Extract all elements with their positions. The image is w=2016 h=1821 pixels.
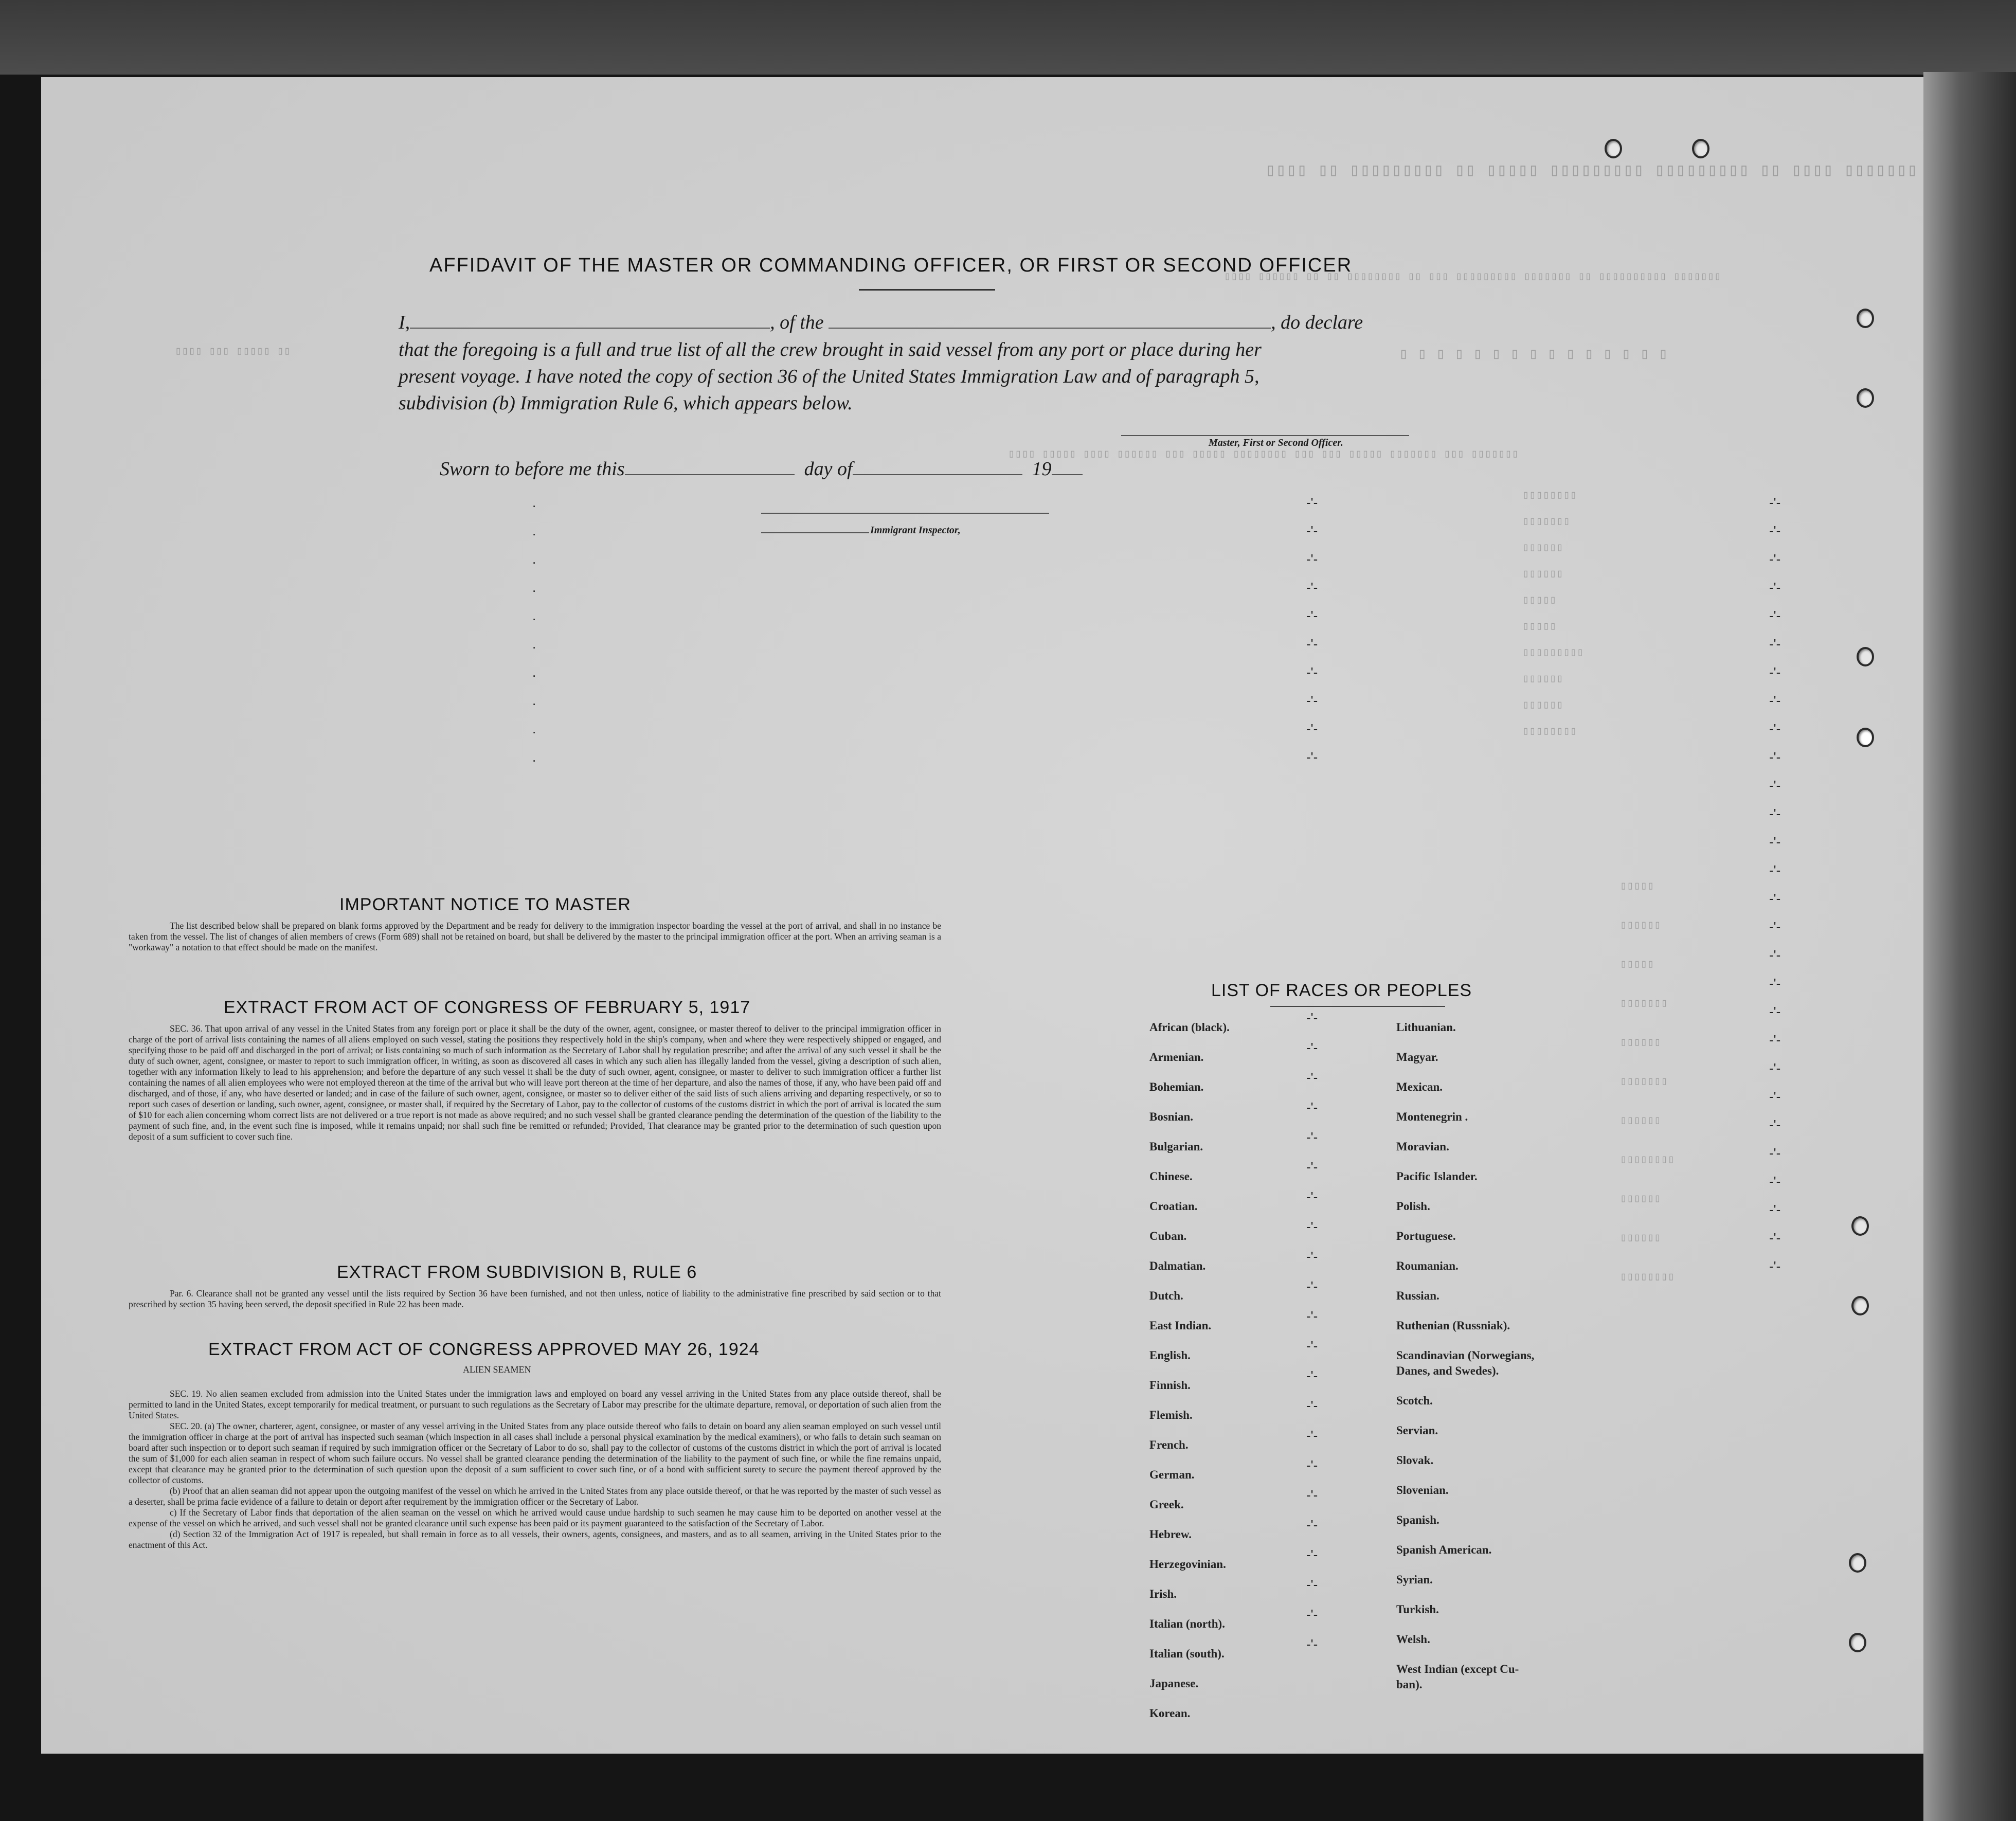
bleed-through-line: ▯ ▯ ▯ ▯ ▯ ▯ ▯ ▯ ▯ ▯ ▯ ▯ ▯ ▯ ▯ [1399,346,1668,364]
extract-1924-title: EXTRACT FROM ACT OF CONGRESS APPROVED MAY 26, 1924 [208,1340,760,1359]
punch-hole [1851,1296,1869,1315]
notice-title: IMPORTANT NOTICE TO MASTER [339,895,631,914]
race-item: Italian (north). [1149,1617,1225,1630]
sec-20b-text: (b) Proof that an alien seaman did not appear upon the outgoing manifest of the vessel on which he arrived in the United States from any place outside thereof, or that he was reported by the master of such vessel as a deserter, shall be prima facie evidence of a failure to detain or deport after requirement by the immigration officer or the Secretary of Labor. [129,1486,941,1507]
sec-20c-text: c) If the Secretary of Labor finds that deportation of the alien seaman on the vessel on which he arrived would cause undue hardship to such seamen he may cause him to be deported on another vessel at the expense of the vessel on which he arrived, and such vessel shall not be granted clearance until such expense has been paid or its payment guaranteed to the satisfaction of the Secretary of Labor. [129,1507,941,1528]
extract-1917-body: SEC. 36. That upon arrival of any vessel in the United States from any foreign port or place it shall be the duty of the owner, agent, consignee, or master thereof to deliver to the principal immigration officer in charge of the port of arrival lists containing the names of all aliens employed on such vessel, stating the positions they respectively hold in the ship's company, when and where they were respectively shipped or engaged, and specifying those to be paid off and discharged in the port of arrival; or lists containing so much of such information as the Secretary of Labor shall by regulation prescribe; and after the arrival of any such vessel it shall be the duty of such owner, agent, consignee, or master to report to such immigration officer, in writing, as soon as discovered all cases in which any such alien has illegally landed from the vessel, giving a description of such alien, together with any information likely to lead to his apprehension; and before the departure of any such vessel it shall be the duty of such owner, agent, consignee, or master to deliver to such immigration officer a further list containing the names of all alien employees who were not employed thereon at the time of the arrival but who will leave port thereon at the time of her departure, and also the names of those, if any, who have been paid off and discharged, and of those, if any, who have deserted or landed; and in case of the failure of such owner, agent, consignee, or master so to deliver either of the said lists of such aliens arriving and departing respectively, or so to report such cases of desertion or landing, such owner, agent, consignee, or master shall, if required by the Secretary of Labor, pay to the collector of customs of the customs district in which the port of arrival is located the sum of $10 for each alien concerning whom correct lists are not delivered or a true report is not made as above required; and no such vessel shall be granted clearance pending the determination of the question of the liability to the payment of such fine, and, in the event such fine is imposed, while it remains unpaid; nor shall such fine be remitted or refunded; Provided, That clearance may be granted prior to the determination of such question upon deposit of a sum sufficient to cover such fine. [129,1023,941,1142]
race-item: Mexican. [1396,1080,1443,1093]
punch-hole [1849,1633,1866,1652]
race-item: Bohemian. [1149,1080,1204,1093]
declarant-name-field[interactable] [410,328,770,329]
punch-hole [1605,139,1622,158]
declaration-text-line: that the foregoing is a full and true list of all the crew brought in said vessel from any port or place during her [399,339,1262,360]
punch-hole [1857,728,1874,747]
race-item: Lithuanian. [1396,1021,1456,1034]
race-item: Dalmatian. [1149,1259,1206,1272]
race-item: Spanish American. [1396,1543,1492,1556]
race-item: Japanese. [1149,1677,1199,1690]
extract-1917-title: EXTRACT FROM ACT OF CONGRESS OF FEBRUARY 5, 1917 [224,998,751,1017]
punch-hole [1857,647,1874,666]
race-item: Moravian. [1396,1140,1449,1153]
race-item: Finnish. [1149,1379,1191,1392]
punch-hole [1851,1216,1869,1236]
title-underline [859,289,995,291]
race-item: Welsh. [1396,1633,1430,1646]
race-item: Irish. [1149,1588,1177,1600]
sworn-month-field[interactable] [853,474,1022,475]
race-item: Croatian. [1149,1200,1198,1213]
race-item: Pacific Islander. [1396,1170,1478,1183]
declaration-line [399,311,1363,334]
race-item: Spanish. [1396,1513,1439,1526]
declare-label: , do declare [1271,312,1363,333]
of-the-label: , of the [770,312,824,333]
race-item: Greek. [1149,1498,1184,1511]
extract-1924-sections [129,1389,941,1550]
race-item: Slovenian. [1396,1484,1449,1497]
race-item: Servian. [1396,1424,1438,1437]
ditto-marks-column: -'- -'- -'- -'- -'- -'- -'- -'- -'- -'- -'- -'- -'- -'- -'- -'- -'- -'- -'- -'- -'- -'- [1306,1010,1318,1652]
race-item: Scandinavian (Norwegians, [1396,1349,1535,1362]
sworn-line [440,458,1083,480]
affidavit-title: AFFIDAVIT OF THE MASTER OR COMMANDING OFFICER, OR FIRST OR SECOND OFFICER [429,255,1353,276]
race-item: Ruthenian (Russniak). [1396,1319,1510,1332]
race-item: Armenian. [1149,1051,1204,1063]
film-frame-right [1923,72,2016,1821]
race-item: Herzegovinian. [1149,1558,1226,1571]
ditto-marks-column: -'- -'- -'- -'- -'- -'- -'- -'- -'- -'- -'- -'- -'- -'- -'- -'- -'- -'- -'- -'- -'- -'- -'- -'- -'- -'- -'- -'- [1769,495,1781,1274]
sec-19-text: SEC. 19. No alien seamen excluded from admission into the United States under the immigration laws and employed on board any vessel arriving in the United States from any place outside thereof, shall be permitted to land in the United States, except temporarily for medical treatment, or pursuant to such regulations as the Secretary of Labor may prescribe for the ultimate departure, removal, or deportation of such alien from the United States. [129,1389,941,1420]
punch-hole [1849,1553,1866,1573]
race-item: Magyar. [1396,1051,1438,1063]
ditto-marks-column: -'- -'- -'- -'- -'- -'- -'- -'- -'- -'- [1306,495,1318,765]
race-item: Polish. [1396,1200,1430,1213]
bleed-through-line: ▯▯▯▯ ▯▯▯ ▯▯▯▯▯ ▯▯ [175,345,291,358]
bleed-through-column: ▯▯▯▯▯ ▯▯▯▯▯▯ ▯▯▯▯▯ ▯▯▯▯▯▯▯ ▯▯▯▯▯▯ ▯▯▯▯▯▯▯ ▯▯▯▯▯▯ ▯▯▯▯▯▯▯▯ ▯▯▯▯▯▯ ▯▯▯▯▯▯ ▯▯▯▯▯▯▯▯ [1620,880,1675,1284]
declarant-prefix: I, [399,312,410,333]
race-item: English. [1149,1349,1191,1362]
sworn-label: Sworn to before me this [440,458,625,480]
inspector-rule [761,513,1049,514]
race-item: Korean. [1149,1707,1191,1720]
signature-label: Master, First or Second Officer. [1209,437,1343,448]
declaration-text-line: present voyage. I have noted the copy of section 36 of the United States Immigration Law and of paragraph 5, [399,366,1259,387]
races-title: LIST OF RACES OR PEOPLES [1211,981,1472,1000]
declaration-text-line: subdivision (b) Immigration Rule 6, which appears below. [399,392,853,414]
race-item: Chinese. [1149,1170,1193,1183]
race-item: Scotch. [1396,1394,1433,1407]
alien-seamen-subtitle: ALIEN SEAMEN [463,1364,531,1375]
bleed-through-line: ▯▯▯▯ ▯▯▯▯▯ ▯▯▯▯ ▯▯▯▯▯▯ ▯▯▯ ▯▯▯▯▯ ▯▯▯▯▯▯▯▯ ▯▯▯ ▯▯▯ ▯▯▯▯▯ ▯▯▯▯▯▯▯ ▯▯▯ ▯▯▯▯▯▯▯ [1008,448,1519,461]
year-prefix-label: 19 [1032,458,1052,480]
day-of-label: day of [804,458,853,480]
race-item: West Indian (except Cu- [1396,1663,1519,1675]
inspector-label: Immigrant Inspector, [870,525,961,536]
race-item: Russian. [1396,1289,1439,1302]
race-item: Slovak. [1396,1454,1434,1467]
punch-hole [1692,139,1709,158]
bleed-through-column: ▯▯▯▯▯▯▯▯ ▯▯▯▯▯▯▯ ▯▯▯▯▯▯ ▯▯▯▯▯▯ ▯▯▯▯▯ ▯▯▯▯▯ ▯▯▯▯▯▯▯▯▯ ▯▯▯▯▯▯ ▯▯▯▯▯▯ ▯▯▯▯▯▯▯▯ [1522,489,1584,738]
punch-hole [1857,388,1874,408]
document-page [41,77,1923,1754]
race-item: ban). [1396,1678,1423,1691]
notice-body: The list described below shall be prepared on blank forms approved by the Department and be ready for delivery to the immigration inspector boarding the vessel at the port of arrival, and shall in no instance be taken from the vessel. The list of changes of alien members of crews (Form 689) shall not be retained on board, but shall be delivered by the master to the principal immigration officer at the port. When an arriving seaman is a "workaway" a notation to that effect should be made on the manifest. [129,921,941,952]
race-item: Bosnian. [1149,1110,1194,1123]
race-item: German. [1149,1468,1195,1481]
race-item: Hebrew. [1149,1528,1192,1541]
race-item: African (black). [1149,1021,1230,1034]
race-item: Flemish. [1149,1409,1193,1421]
bleed-through-line: ▯▯▯▯ ▯▯▯▯▯▯ ▯▯ ▯▯ ▯▯▯▯▯▯▯▯ ▯▯ ▯▯▯ ▯▯▯▯▯▯▯▯▯ ▯▯▯▯▯▯▯ ▯▯ ▯▯▯▯▯▯▯▯▯▯ ▯▯▯▯▯▯▯ [1224,271,1721,283]
race-item: Syrian. [1396,1573,1433,1586]
punch-hole [1857,309,1874,328]
race-item: French. [1149,1438,1189,1451]
sworn-day-field[interactable] [625,474,795,475]
race-item: Portuguese. [1396,1230,1456,1242]
races-title-underline [1270,1006,1445,1007]
vessel-name-field[interactable] [829,328,1271,329]
sec-20a-text: SEC. 20. (a) The owner, charterer, agent, consignee, or master of any vessel arriving in the United States from any place outside thereof who fails to detain on board any alien seaman employed on such vessel until the immigration officer in charge at the port of arrival has inspected such seaman (which inspection in all cases shall include a personal physical examination by the medical examiners), or who fails to detain such seaman on board after such inspection or to deport such seaman if required by such immigration officer or the Secretary of Labor to do so, shall pay to the collector of customs of the customs district in which the port of arrival is located the sum of $1,000 for each alien seaman in respect of whom such failure occurs. No vessel shall be granted clearance pending the determination of the liability to the payment of such fine, or while the fine remains unpaid, except that clearance may be granted prior to the determination of such question upon the deposit of a sum sufficient to cover such fine, or of a bond with sufficient surety to secure the payment thereof approved by the collector of customs. [129,1421,941,1485]
subdivision-b-title: EXTRACT FROM SUBDIVISION B, RULE 6 [337,1263,697,1282]
race-item: Dutch. [1149,1289,1183,1302]
race-item: Bulgarian. [1149,1140,1203,1153]
subdivision-b-body: Par. 6. Clearance shall not be granted any vessel until the lists required by Section 36 have been furnished, and not then unless, notice of liability to the administrative fine prescribed by said section or to that prescribed by section 35 having been served, the deposit specified in Rule 22 has been made. [129,1288,941,1309]
sworn-year-field[interactable] [1052,474,1083,475]
inspector-signature-field[interactable] [761,532,869,533]
race-item: Roumanian. [1396,1259,1459,1272]
signature-field[interactable] [1121,435,1409,436]
race-item: East Indian. [1149,1319,1212,1332]
dot-marks-column: . . . . . . . . . . [532,495,536,765]
race-item: Italian (south). [1149,1647,1225,1660]
race-item: Danes, and Swedes). [1396,1364,1499,1377]
race-item: Cuban. [1149,1230,1187,1242]
sec-20d-text: (d) Section 32 of the Immigration Act of 1917 is repealed, but shall remain in force as to all vessels, their owners, agents, consignees, and masters, and as to all seamen, arriving in the United States prior to the enactment of this Act. [129,1529,941,1550]
bleed-through-heading: ▯▯▯▯ ▯▯ ▯▯▯▯▯▯▯▯▯ ▯▯ ▯▯▯▯▯ ▯▯▯▯▯▯▯▯▯ ▯▯▯▯▯▯▯▯▯ ▯▯ ▯▯▯▯ ▯▯▯▯▯▯▯ [1265,161,1918,181]
race-item: Montenegrin . [1396,1110,1468,1123]
film-frame-top [0,0,2016,75]
race-item: Turkish. [1396,1603,1439,1616]
